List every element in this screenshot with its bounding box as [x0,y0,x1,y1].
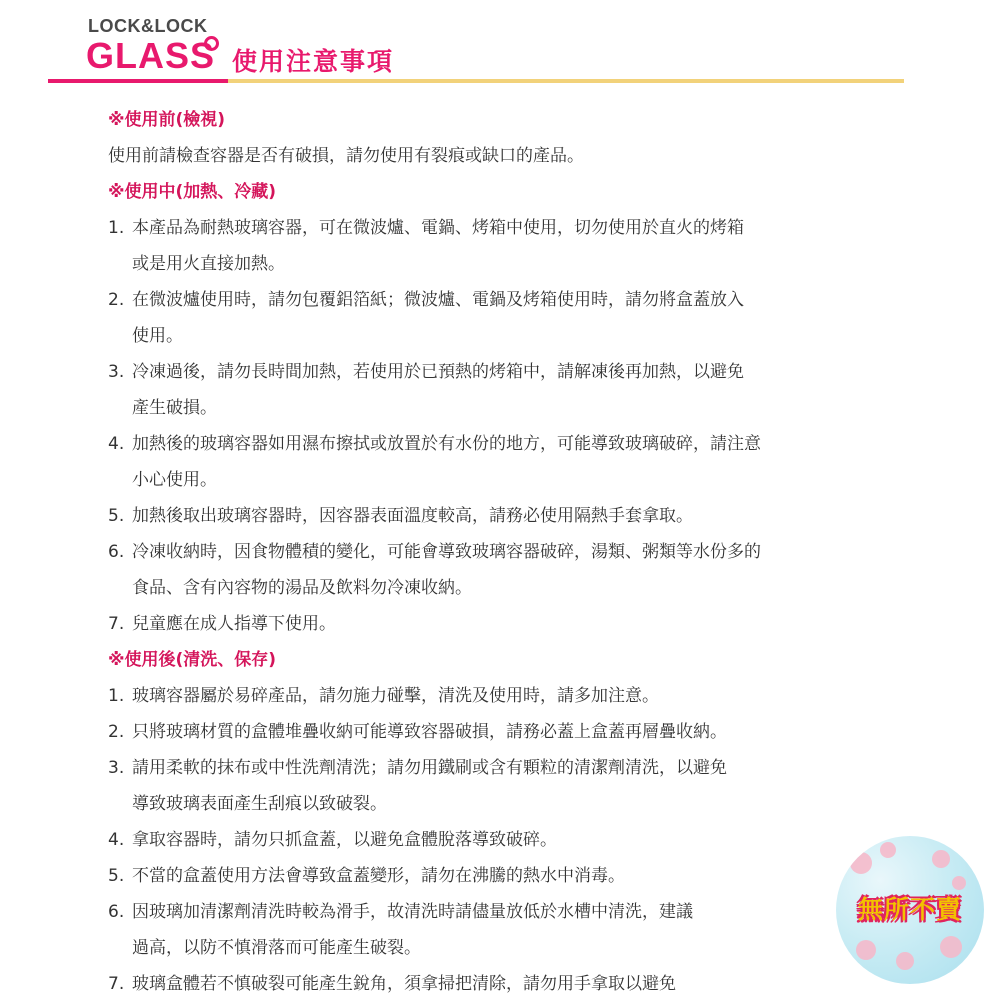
list-item [108,714,908,750]
list-item [108,534,908,606]
brand-ring-icon [204,36,219,51]
list-item-text: 兒童應在成人指導下使用。 [132,614,336,634]
list-item [108,498,908,534]
store-badge [836,836,984,984]
list-item [108,282,908,354]
header-divider-accent [48,79,228,83]
header-divider [228,79,904,83]
section-heading-before-use: ※使用前(檢視) [108,110,226,130]
page-title: 使用注意事項 [232,47,395,76]
list-item [108,606,908,642]
list-item [108,858,908,894]
section-heading-after-use: ※使用後(清洗、保存) [108,650,277,670]
list-item-text: 使用。 [132,326,183,346]
section-heading-during-use: ※使用中(加熱、冷藏) [108,182,277,202]
section-paragraph: 使用前請檢查容器是否有破損，請勿使用有裂痕或缺口的產品。 [108,146,584,166]
brand-logo-top: LOCK&LOCK [88,16,208,36]
blossom-icon [856,940,876,960]
list-item-number: 6. [108,902,125,922]
list-item-number: 5. [108,866,125,886]
list-item-text: 在微波爐使用時，請勿包覆鋁箔紙；微波爐、電鍋及烤箱使用時，請勿將盒蓋放入 [132,290,744,310]
list-item-text: 加熱後的玻璃容器如用濕布擦拭或放置於有水份的地方，可能導致玻璃破碎，請注意 [132,434,761,454]
list-item [108,210,908,282]
list-item-text: 或是用火直接加熱。 [132,254,285,274]
list-item-number: 2. [108,722,125,742]
blossom-icon [952,876,966,890]
list-item-text: 只將玻璃材質的盒體堆疊收納可能導致容器破損，請務必蓋上盒蓋再層疊收納。 [132,722,727,742]
list-item-number: 4. [108,434,125,454]
list-item-text: 請用柔軟的抹布或中性洗劑清洗；請勿用鐵刷或含有顆粒的清潔劑清洗，以避免 [132,758,727,778]
list-item [108,966,908,1002]
list-item [108,354,908,426]
list-item-text: 過高，以防不慎滑落而可能產生破裂。 [132,938,421,958]
brand-logo-main: GLASS [86,35,216,76]
list-item-number: 1. [108,218,125,238]
blossom-icon [880,842,896,858]
notice-content [108,102,908,1002]
list-item-text: 產生破損。 [132,398,217,418]
list-item-text: 拿取容器時，請勿只抓盒蓋，以避免盒體脫落導致破碎。 [132,830,557,850]
blossom-icon [850,852,872,874]
blossom-icon [896,952,914,970]
list-item [108,822,908,858]
list-item-text: 本產品為耐熱玻璃容器，可在微波爐、電鍋、烤箱中使用，切勿使用於直火的烤箱 [132,218,744,238]
blossom-icon [932,850,950,868]
list-item-number: 1. [108,686,125,706]
list-item-number: 4. [108,830,125,850]
page-header [0,0,1000,90]
list-item-text: 加熱後取出玻璃容器時，因容器表面溫度較高，請務必使用隔熱手套拿取。 [132,506,693,526]
list-item [108,426,908,498]
list-item-text: 因玻璃加清潔劑清洗時較為滑手，故清洗時請儘量放低於水槽中清洗，建議 [132,902,693,922]
list-item [108,678,908,714]
list-item-number: 2. [108,290,125,310]
list-item-text: 導致玻璃表面產生刮痕以致破裂。 [132,794,387,814]
list-item-text: 玻璃盒體若不慎破裂可能產生銳角，須拿掃把清除，請勿用手拿取以避免 [132,974,676,994]
list-item-text: 小心使用。 [132,470,217,490]
list-item [108,750,908,822]
list-item-text: 不當的盒蓋使用方法會導致盒蓋變形，請勿在沸騰的熱水中消毒。 [132,866,625,886]
blossom-icon [940,936,962,958]
list-item-number: 3. [108,758,125,778]
badge-label: 無所不賣 [857,895,962,924]
list-item [108,894,908,966]
list-item-text: 玻璃容器屬於易碎產品，請勿施力碰擊，清洗及使用時，請多加注意。 [132,686,659,706]
list-item-number: 5. [108,506,125,526]
list-item-text: 冷凍過後，請勿長時間加熱，若使用於已預熱的烤箱中，請解凍後再加熱，以避免 [132,362,744,382]
list-item-number: 6. [108,542,125,562]
list-item-text: 食品、含有內容物的湯品及飲料勿冷凍收納。 [132,578,472,598]
list-item-text: 冷凍收納時，因食物體積的變化，可能會導致玻璃容器破碎，湯類、粥類等水份多的 [132,542,761,562]
list-item-number: 7. [108,614,125,634]
list-item-number: 7. [108,974,125,994]
list-item-number: 3. [108,362,125,382]
